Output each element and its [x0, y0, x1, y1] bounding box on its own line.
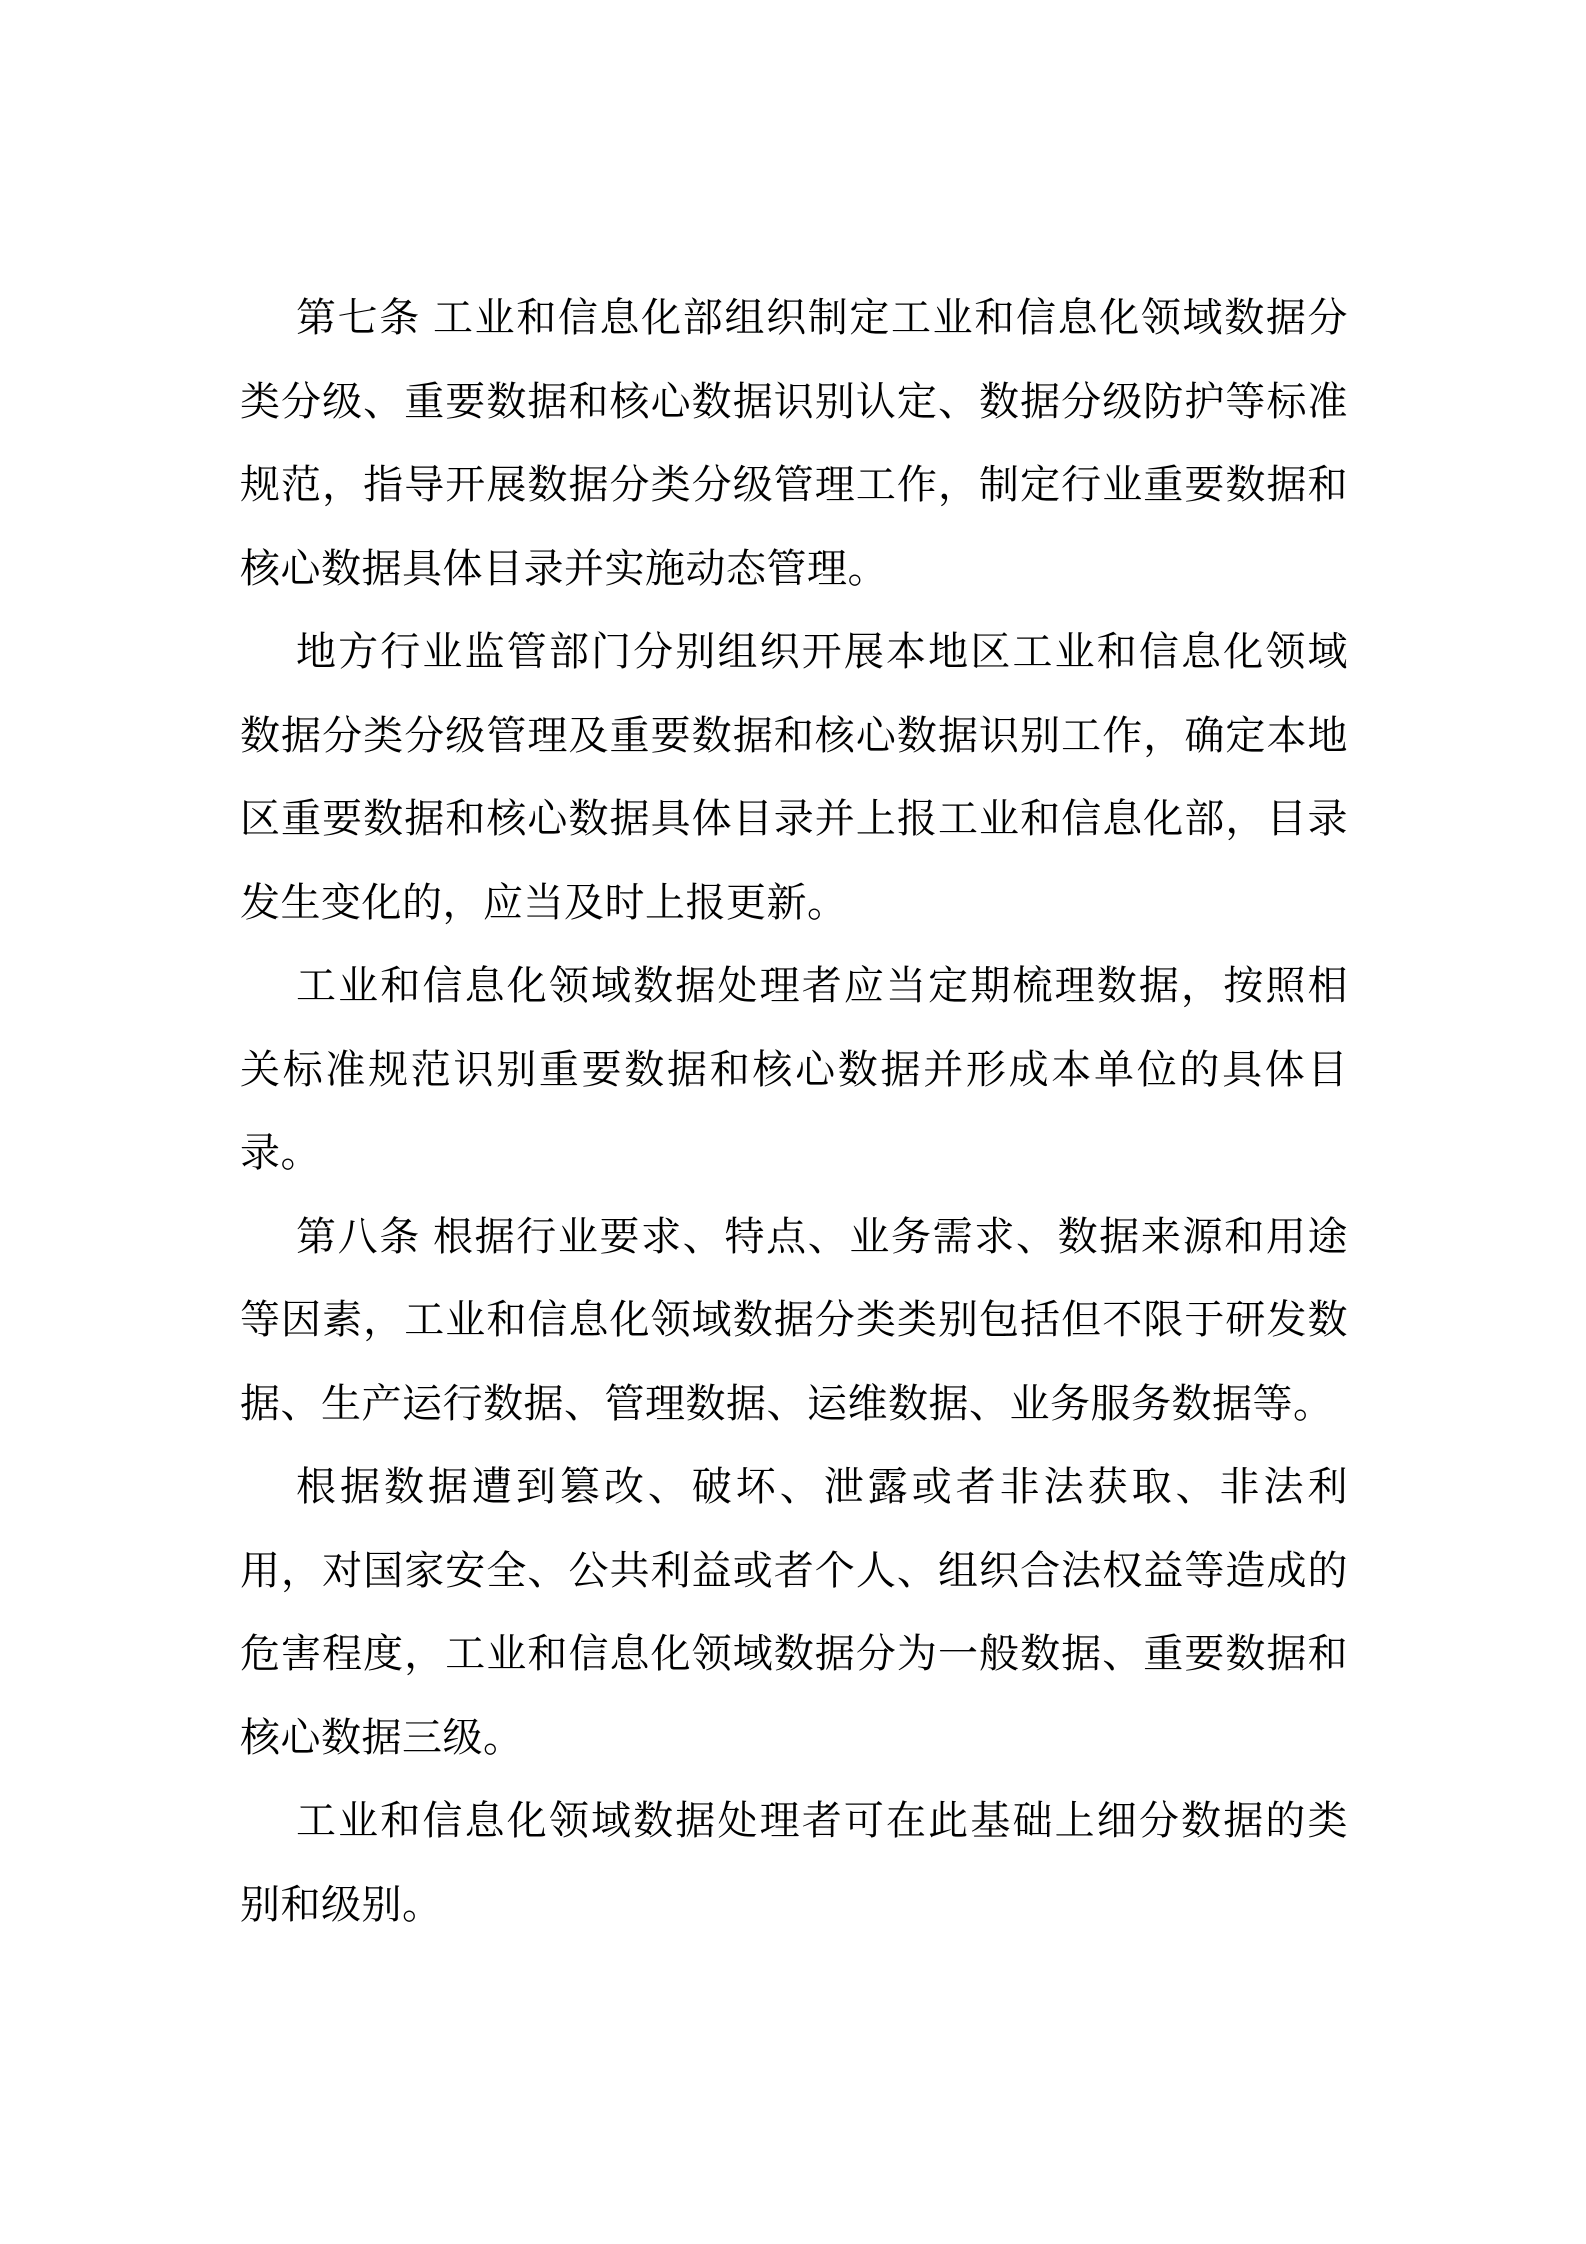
paragraph	[240, 1446, 1348, 1780]
article-number: 第七条	[296, 295, 421, 341]
paragraph-text: 工业和信息化领域数据处理者应当定期梳理数据，按照相关标准规范识别重要数据和核心数据并形成本单位的具体目录。	[240, 963, 1348, 1176]
paragraph-text: 根据数据遭到篡改、破坏、泄露或者非法获取、非法利用，对国家安全、公共利益或者个人、组织合法权益等造成的危害程度，工业和信息化领域数据分为一般数据、重要数据和核心数据三级。	[240, 1464, 1348, 1761]
paragraph-text: 地方行业监管部门分别组织开展本地区工业和信息化领域数据分类分级管理及重要数据和核心数据识别工作，确定本地区重要数据和核心数据具体目录并上报工业和信息化部，目录发生变化的，应当及时上报更新。	[240, 629, 1348, 926]
paragraph-article-7	[240, 277, 1348, 611]
document-body	[240, 277, 1348, 1947]
paragraph-article-8	[240, 1196, 1348, 1447]
article-number: 第八条	[296, 1213, 421, 1260]
paragraph	[240, 611, 1348, 945]
paragraph	[240, 945, 1348, 1196]
paragraph-text: 工业和信息化部组织制定工业和信息化领域数据分类分级、重要数据和核心数据识别认定、数据分级防护等标准规范，指导开展数据分类分级管理工作，制定行业重要数据和核心数据具体目录并实施动态管理。	[240, 295, 1348, 592]
paragraph-text: 根据行业要求、特点、业务需求、数据来源和用途等因素，工业和信息化领域数据分类类别包括但不限于研发数据、生产运行数据、管理数据、运维数据、业务服务数据等。	[240, 1213, 1348, 1427]
paragraph-text: 工业和信息化领域数据处理者可在此基础上细分数据的类别和级别。	[240, 1798, 1348, 1928]
paragraph	[240, 1780, 1348, 1947]
